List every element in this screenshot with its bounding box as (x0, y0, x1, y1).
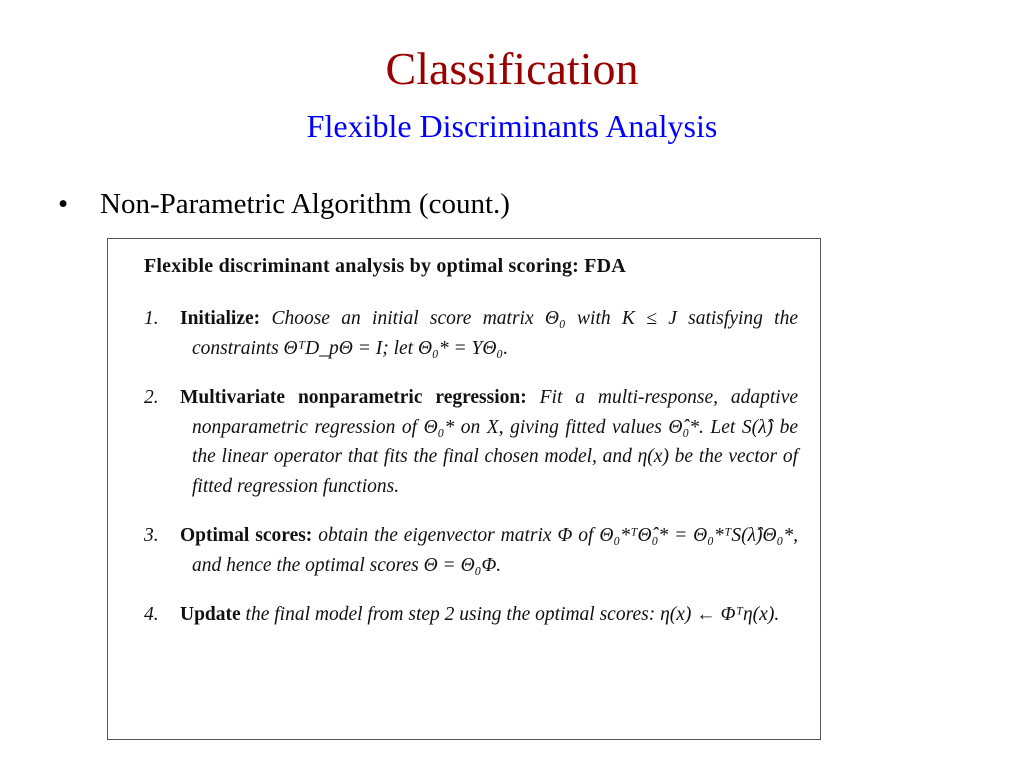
step-body: the final model from step 2 using the optimal scores: η(x) ← Φᵀη(x). (245, 604, 780, 625)
step-number: 3. (144, 525, 159, 546)
step-body: obtain the eigenvector matrix Φ of Θ₀*ᵀΘ̂₀* = Θ₀*ᵀS(λ̂)Θ₀*, and hence the optimal scores Θ = Θ₀Φ. (192, 525, 798, 576)
step-lead: Update (180, 604, 241, 625)
algorithm-step-1 (144, 304, 798, 363)
step-number: 2. (144, 387, 159, 408)
algorithm-heading: Flexible discriminant analysis by optimal scoring: FDA (144, 255, 626, 277)
step-number: 1. (144, 308, 159, 329)
step-lead: Multivariate nonparametric regression: (180, 387, 527, 408)
bullet-icon: • (58, 188, 69, 220)
step-body: Fit a multi-response, adaptive nonparametric regression of Θ₀* on X, giving fitted values Θ̂₀*. Let S(λ̂) be the linear operator that fits the final chosen model, and η(x) be the vector of fitted regression functions. (192, 387, 799, 497)
algorithm-step-2 (144, 383, 798, 501)
algorithm-box (107, 238, 821, 740)
bullet-item (58, 190, 510, 219)
slide-title: Classification (385, 43, 639, 94)
step-lead: Optimal scores: (180, 525, 313, 546)
slide-subtitle: Flexible Discriminants Analysis (306, 108, 718, 144)
algorithm-step-3 (144, 521, 798, 580)
bullet-text: Non-Parametric Algorithm (count.) (100, 188, 510, 220)
step-body: Choose an initial score matrix Θ₀ with K ≤ J satisfying the constraints ΘᵀD_pΘ = I; let Θ₀* = YΘ₀. (192, 308, 798, 359)
step-lead: Initialize: (180, 308, 261, 329)
algorithm-step-4 (144, 600, 798, 630)
step-number: 4. (144, 604, 159, 625)
